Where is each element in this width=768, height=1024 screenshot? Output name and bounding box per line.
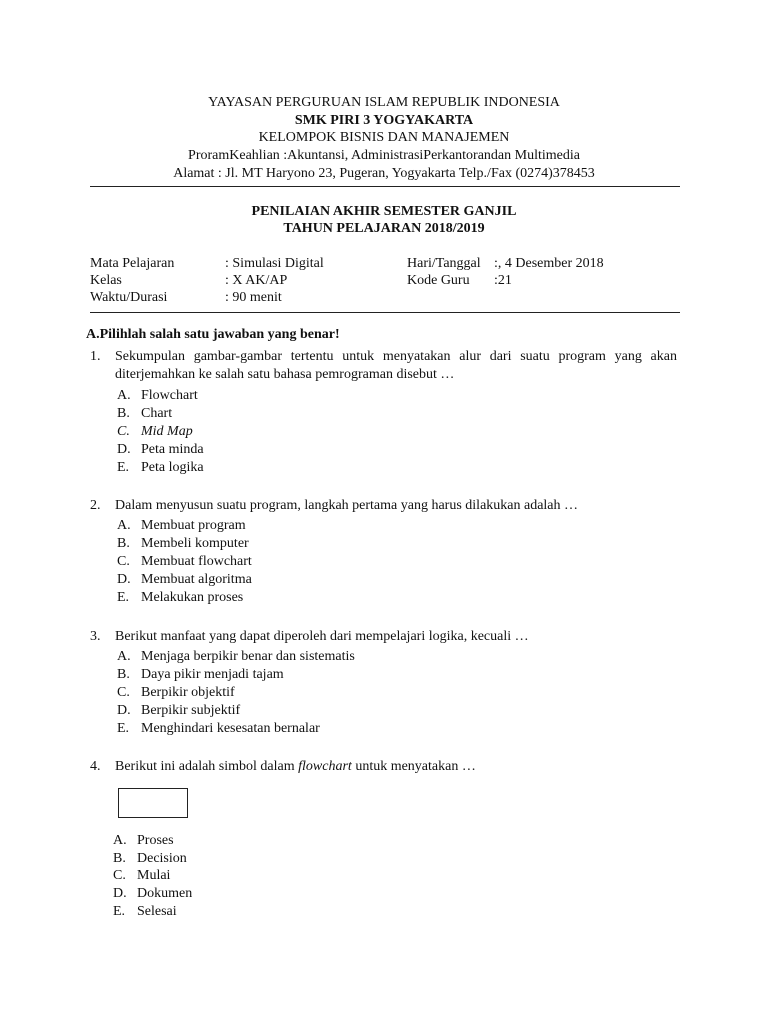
option-letter: C. [117, 685, 130, 700]
exam-year: TAHUN PELAJARAN 2018/2019 [283, 221, 485, 236]
option-text: Peta minda [141, 442, 204, 457]
answer-option [113, 850, 187, 868]
option-text: Melakukan proses [141, 590, 244, 605]
answer-option [113, 832, 174, 850]
answer-option [113, 903, 177, 921]
question-text-part: Berikut ini adalah simbol dalam [115, 759, 299, 774]
answer-option [117, 535, 249, 553]
option-text: Berpikir objektif [141, 685, 235, 700]
option-text: Dokumen [137, 886, 193, 901]
programs-line: ProramKeahlian :Akuntansi, AdministrasiPerkantorandan Multimedia [188, 148, 580, 163]
class-label: Kelas [90, 273, 122, 288]
exam-title: PENILAIAN AKHIR SEMESTER GANJIL [251, 204, 517, 219]
question-text-italic: flowchart [298, 759, 352, 774]
option-text: Membuat algoritma [141, 572, 252, 587]
option-letter: A. [117, 388, 131, 403]
option-letter: C. [117, 424, 130, 439]
question-text: Sekumpulan gambar-gambar tertentu untuk menyatakan alur dari suatu program yang akan diterjemahkan ke salah satu bahasa pemrograman disebut … [115, 349, 677, 382]
process-rectangle-symbol [118, 788, 188, 818]
section-title: A.Pilihlah salah satu jawaban yang benar! [86, 327, 340, 342]
answer-option [117, 459, 204, 477]
option-text: Menjaga berpikir benar dan sistematis [141, 649, 355, 664]
answer-option [117, 553, 252, 571]
answer-option [117, 684, 235, 702]
header-divider [90, 186, 680, 187]
teacher-code-value: :21 [494, 273, 512, 288]
foundation-name: YAYASAN PERGURUAN ISLAM REPUBLIK INDONESIA [208, 95, 560, 110]
option-letter: A. [117, 518, 131, 533]
option-text: Membuat flowchart [141, 554, 252, 569]
option-letter: B. [113, 851, 126, 866]
answer-option [117, 405, 172, 423]
answer-option [117, 589, 243, 607]
question-number: 4. [90, 759, 101, 774]
option-letter: D. [117, 572, 131, 587]
option-letter: B. [117, 406, 130, 421]
option-letter: D. [117, 703, 131, 718]
option-text: Mulai [137, 868, 171, 883]
option-text: Decision [137, 851, 187, 866]
option-text: Chart [141, 406, 173, 421]
subject-label: Mata Pelajaran [90, 256, 175, 271]
answer-option [117, 441, 204, 459]
option-letter: C. [117, 554, 130, 569]
option-text: Daya pikir menjadi tajam [141, 667, 284, 682]
option-letter: A. [113, 833, 127, 848]
option-letter: D. [117, 442, 131, 457]
question-number: 2. [90, 498, 101, 513]
question-text [115, 758, 677, 776]
option-text: Membuat program [141, 518, 246, 533]
group-name: KELOMPOK BISNIS DAN MANAJEMEN [258, 130, 510, 145]
question-text-part: untuk menyatakan … [351, 759, 476, 774]
subject-value: : Simulasi Digital [225, 256, 324, 271]
date-label: Hari/Tanggal [407, 256, 481, 271]
option-letter: A. [117, 649, 131, 664]
option-text: Mid Map [141, 424, 193, 439]
school-name: SMK PIRI 3 YOGYAKARTA [294, 113, 474, 128]
answer-option [113, 867, 170, 885]
option-letter: E. [117, 590, 130, 605]
answer-option [117, 517, 246, 535]
question-text: Berikut manfaat yang dapat diperoleh dari mempelajari logika, kecuali … [115, 629, 529, 644]
class-value: : X AK/AP [225, 273, 288, 288]
answer-option [117, 648, 355, 666]
option-letter: B. [117, 536, 130, 551]
option-letter: C. [113, 868, 126, 883]
answer-option [117, 571, 252, 589]
option-text: Selesai [137, 904, 177, 919]
duration-label: Waktu/Durasi [90, 290, 168, 305]
duration-value: : 90 menit [225, 290, 282, 305]
option-text: Membeli komputer [141, 536, 249, 551]
option-text: Peta logika [141, 460, 204, 475]
question-text: Dalam menyusun suatu program, langkah pertama yang harus dilakukan adalah … [115, 498, 579, 513]
date-value: :, 4 Desember 2018 [494, 256, 604, 271]
answer-option [117, 720, 320, 738]
option-text: Berpikir subjektif [141, 703, 241, 718]
answer-option [117, 423, 193, 441]
option-letter: E. [117, 721, 130, 736]
answer-option [117, 666, 284, 684]
address-line: Alamat : Jl. MT Haryono 23, Pugeran, Yogyakarta Telp./Fax (0274)378453 [173, 166, 595, 181]
answer-option [117, 702, 240, 720]
option-letter: E. [113, 904, 126, 919]
option-letter: E. [117, 460, 130, 475]
option-text: Proses [137, 833, 174, 848]
teacher-code-label: Kode Guru [407, 273, 470, 288]
question-number: 1. [90, 349, 101, 364]
answer-option [113, 885, 192, 903]
option-letter: D. [113, 886, 127, 901]
option-text: Flowchart [141, 388, 198, 403]
answer-option [117, 387, 198, 405]
info-divider [90, 312, 680, 313]
question-number: 3. [90, 629, 101, 644]
option-letter: B. [117, 667, 130, 682]
option-text: Menghindari kesesatan bernalar [141, 721, 320, 736]
